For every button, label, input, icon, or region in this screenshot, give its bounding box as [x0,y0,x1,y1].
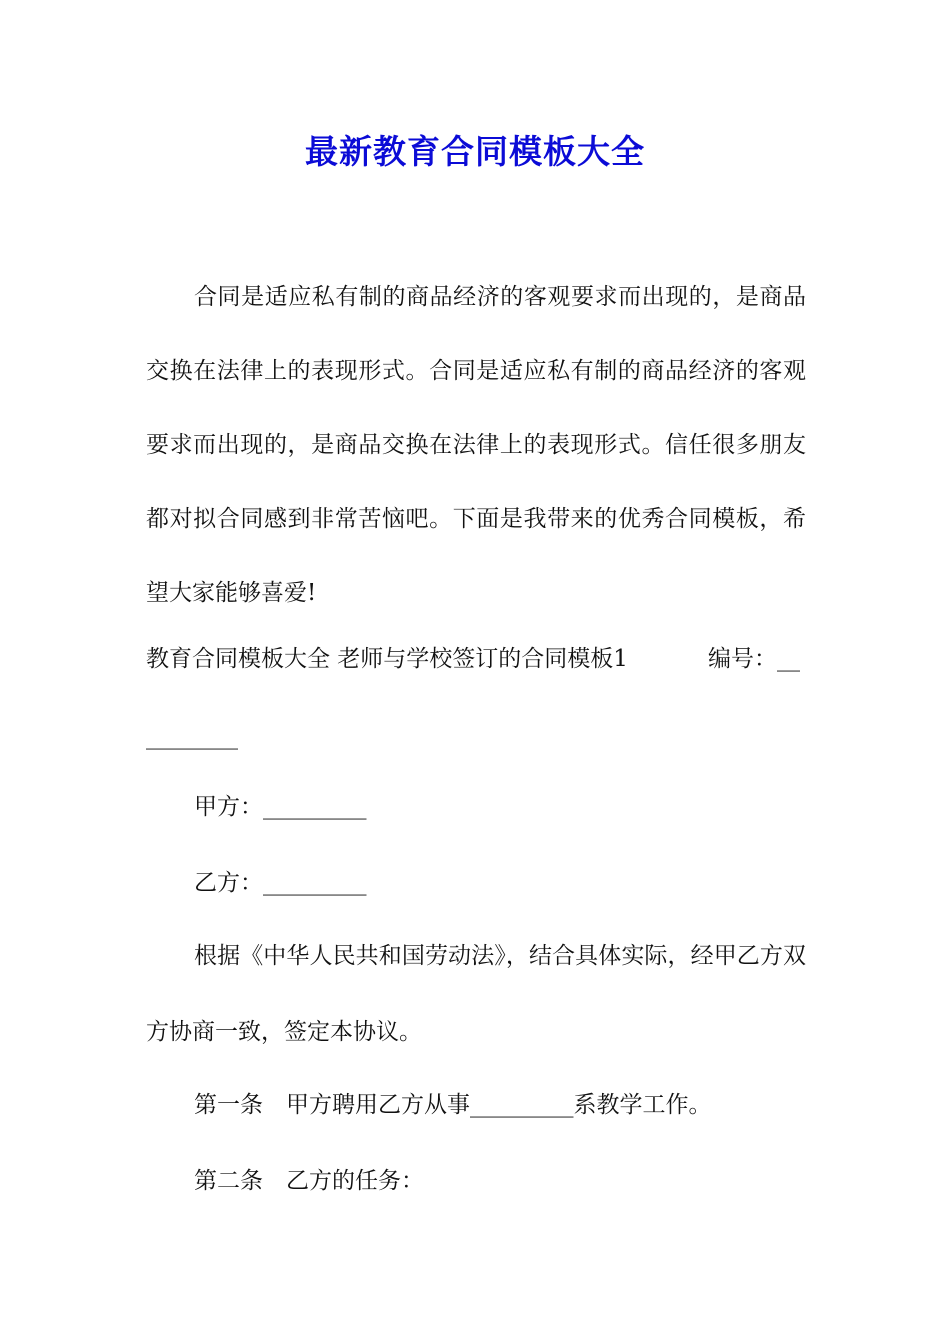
contract-number-label: 编号：__ [708,646,800,672]
document-title: 最新教育合同模板大全 [305,132,645,171]
intro-paragraph: 合同是适应私有制的商品经济的客观要求而出现的，是商品交换在法律上的表现形式。合同是适应私有制的商品经济的客观要求而出现的，是商品交换在法律上的表现形式。信任很多朋友都对拟合同感到非常苦恼吧。下面是我带来的优秀合同模板，希望大家能够喜爱! [146,284,806,606]
party-a-line: 甲方：_________ [194,794,367,820]
contract-number-blank: ________ [146,724,238,750]
article-2-line: 第二条 乙方的任务： [194,1168,424,1194]
contract-heading-line [146,634,806,684]
contract-heading: 教育合同模板大全 老师与学校签订的合同模板1 [146,646,628,672]
party-b-line: 乙方：_________ [194,870,367,896]
basis-paragraph: 根据《中华人民共和国劳动法》，结合具体实际，经甲乙方双方协商一致，签定本协议。 [146,943,806,1045]
article-1-line: 第一条 甲方聘用乙方从事_________系教学工作。 [194,1092,712,1118]
